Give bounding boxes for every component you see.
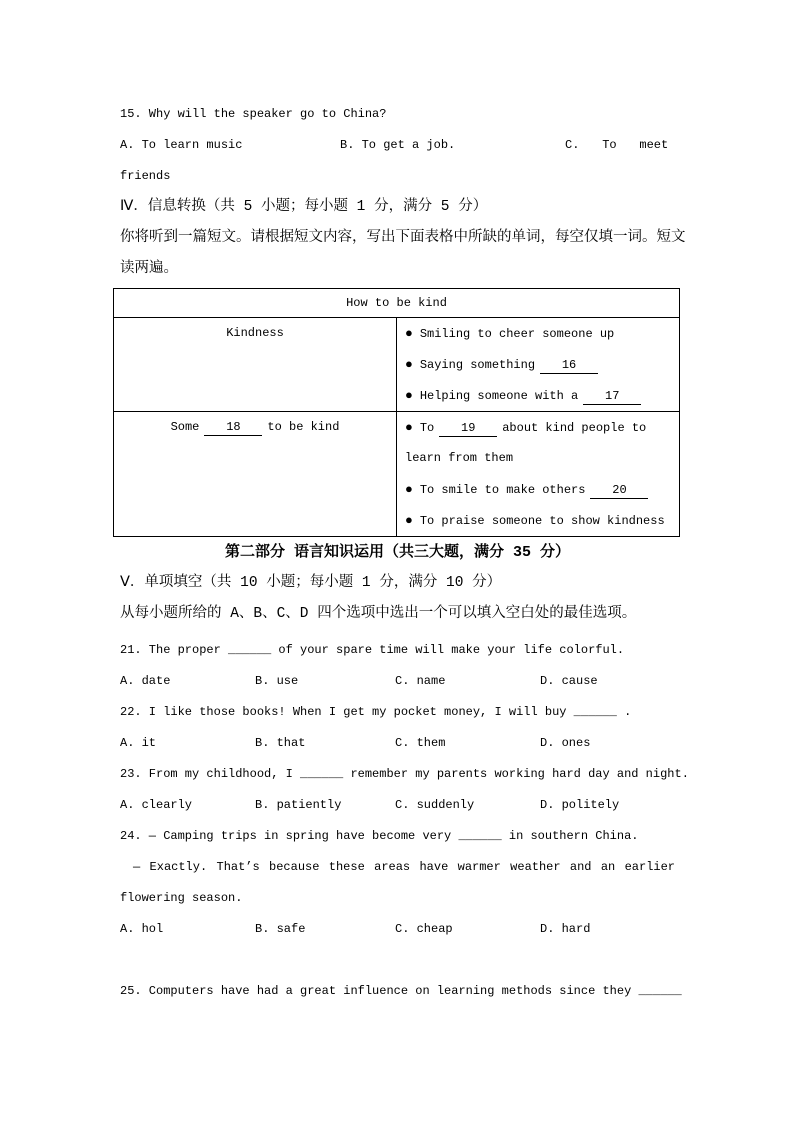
ways-detail-cell: [397, 412, 680, 537]
option-b: B. patiently: [255, 798, 342, 812]
bullet-item: [397, 505, 679, 536]
bullet-item: [397, 474, 679, 505]
option-c: C. them: [395, 736, 446, 750]
kindness-label: Kindness: [226, 326, 284, 340]
option-c: C. cheap: [395, 922, 453, 936]
bullet-item: [397, 380, 679, 411]
option-b: B. use: [255, 674, 299, 688]
question-24-reply-line: — Exactly. That’s because these areas have warmer weather and an earlier: [133, 860, 675, 874]
question-15-option-c: C. To meet: [565, 138, 669, 152]
ways-text-after: to be kind: [267, 420, 340, 434]
option-a: A. it: [120, 736, 157, 750]
kindness-cell: [114, 318, 397, 412]
section-5-instructions: 从每小题所给的 A、B、C、D 四个选项中选出一个可以填入空白处的最佳选项。: [120, 606, 637, 622]
question-15-options: [120, 130, 675, 161]
option-a: A. clearly: [120, 798, 193, 812]
table-title: How to be kind: [114, 289, 680, 318]
option-b: B. that: [255, 736, 306, 750]
option-c: C. suddenly: [395, 798, 475, 812]
bullet-icon: ●: [405, 357, 413, 372]
option-d: D. hard: [540, 922, 591, 936]
option-c: C. name: [395, 674, 446, 688]
option-a: A. hol: [120, 922, 164, 936]
question-21-options: [120, 666, 675, 697]
option-b: B. safe: [255, 922, 306, 936]
bullet-icon: ●: [405, 513, 413, 528]
question-22-text: 22. I like those books! When I get my pocket money, I will buy ______ .: [120, 705, 632, 719]
option-a: A. date: [120, 674, 171, 688]
section-4-heading: Ⅳ．信息转换（共 5 小题；每小题 1 分，满分 5 分）: [120, 199, 488, 215]
blank-19: 19: [439, 421, 497, 437]
bullet-text-overflow: learn from them: [405, 451, 514, 465]
listening-fill-table: [113, 288, 680, 537]
option-d: D. politely: [540, 798, 620, 812]
question-24-text: 24. — Camping trips in spring have become very ______ in southern China.: [120, 829, 639, 843]
table-title-row: [114, 289, 680, 318]
bullet-icon: ●: [405, 388, 413, 403]
bullet-text: Saying something: [419, 358, 536, 372]
bullet-text: To praise someone to show kindness: [419, 514, 665, 528]
question-24-options: [120, 914, 675, 945]
question-15-option-b: B. To get a job.: [340, 138, 456, 152]
question-23-options: [120, 790, 675, 821]
bullet-text: To smile to make others: [419, 483, 586, 497]
option-d: D. ones: [540, 736, 591, 750]
bullet-item: [397, 412, 679, 443]
bullet-icon: ●: [405, 420, 413, 435]
bullet-text: about kind people to: [502, 421, 647, 435]
section-4-instructions-line-2: 读两遍。: [120, 261, 178, 277]
question-15-option-c-overflow: friends: [120, 169, 171, 183]
bullet-text: Helping someone with a: [419, 389, 579, 403]
question-22-options: [120, 728, 675, 759]
question-21-text: 21. The proper ______ of your spare time will make your life colorful.: [120, 643, 625, 657]
ways-text-before: Some: [170, 420, 200, 434]
section-4-instructions-line-1: 你将听到一篇短文。请根据短文内容，写出下面表格中所缺的单词，每空仅填一词。短文: [120, 230, 686, 246]
question-25-text: 25. Computers have had a great influence on learning methods since they ______: [120, 984, 682, 998]
kindness-ways-cell: [397, 318, 680, 412]
question-15-text: 15. Why will the speaker go to China?: [120, 107, 387, 121]
blank-line: [120, 945, 675, 976]
bullet-icon: ●: [405, 326, 413, 341]
question-24-reply-overflow: flowering season.: [120, 891, 243, 905]
blank-17: 17: [583, 389, 641, 405]
part-2-heading: 第二部分 语言知识运用（共三大题，满分 35 分）: [224, 544, 570, 561]
blank-18: 18: [204, 420, 262, 436]
bullet-text: To: [419, 421, 435, 435]
blank-20: 20: [590, 483, 648, 499]
blank-16: 16: [540, 358, 598, 374]
question-23-text: 23. From my childhood, I ______ remember my parents working hard day and night.: [120, 767, 689, 781]
option-d: D. cause: [540, 674, 598, 688]
table-row: [114, 318, 680, 412]
section-5-heading: Ⅴ．单项填空（共 10 小题；每小题 1 分，满分 10 分）: [120, 575, 502, 591]
question-15-option-a: A. To learn music: [120, 138, 243, 152]
ways-cell: [114, 412, 397, 537]
bullet-item: [397, 318, 679, 349]
bullet-icon: ●: [405, 482, 413, 497]
ways-label: [114, 412, 396, 443]
bullet-text: Smiling to cheer someone up: [419, 327, 615, 341]
bullet-item: [397, 349, 679, 380]
table-row: [114, 412, 680, 537]
